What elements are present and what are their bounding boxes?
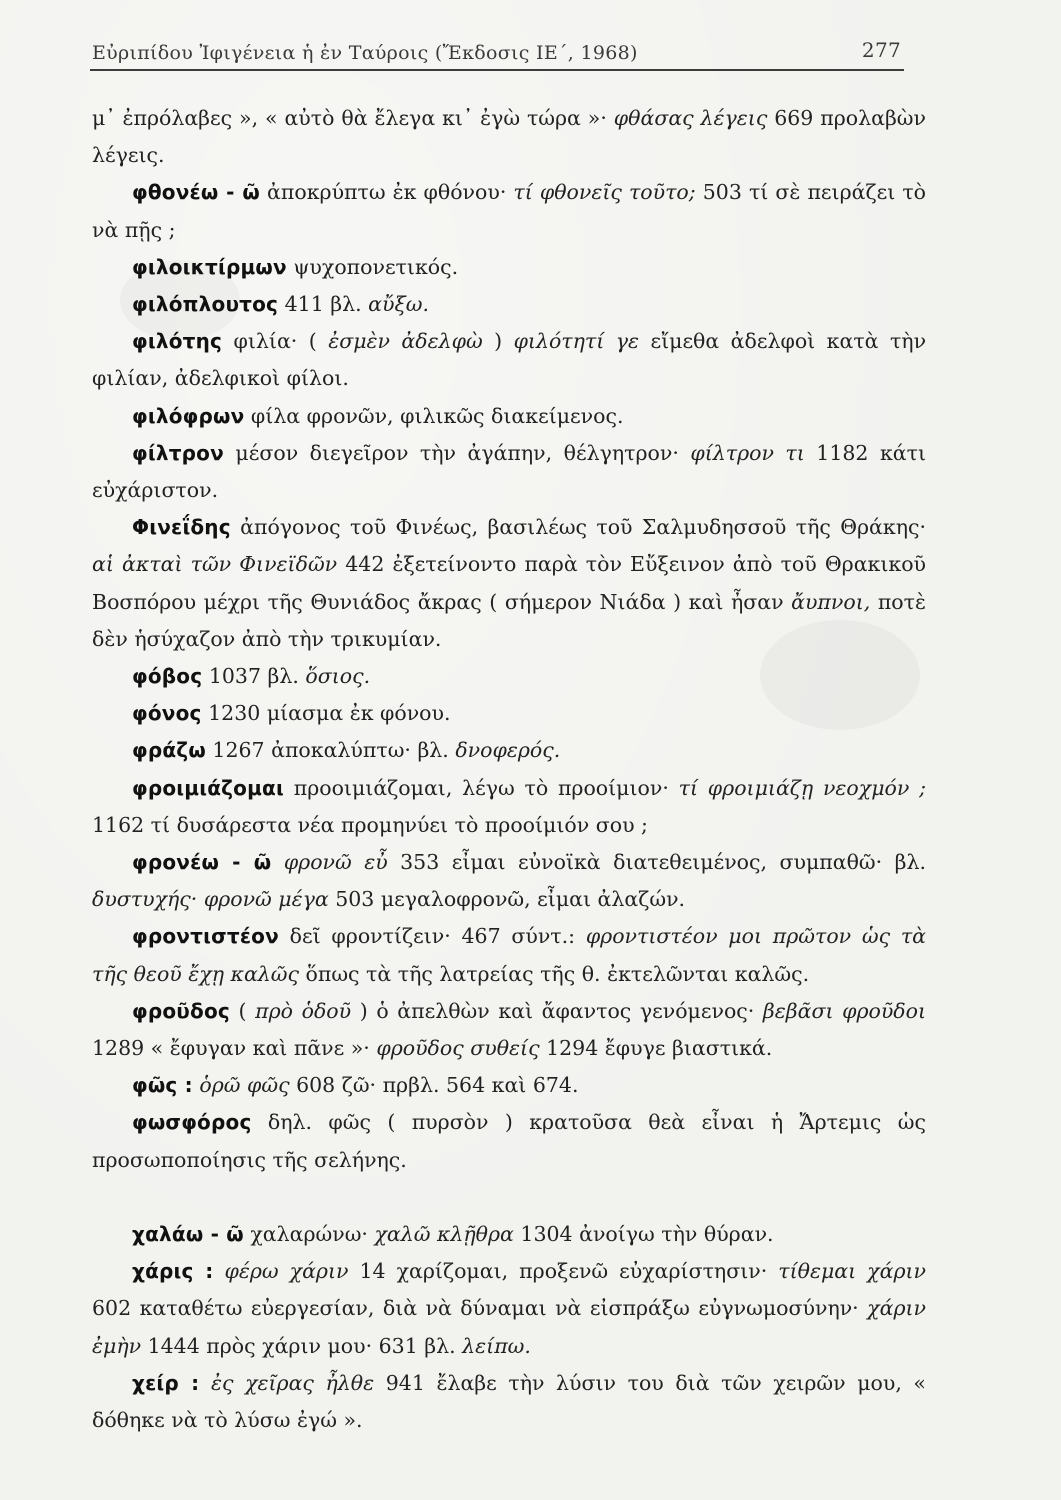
entry-headword: φιλόπλουτος bbox=[132, 292, 279, 317]
entry-text: ) ὁ ἀπελθὼν καὶ ἄφαντος γενόμενος· bbox=[351, 998, 763, 1023]
entry-text: 503 μεγαλοφρονῶ, εἶμαι ἀλαζών. bbox=[328, 887, 686, 912]
entry-text: 669 προλαβὼν λέγεις. bbox=[92, 106, 926, 168]
quoted-phrase: φρονῶ εὖ bbox=[283, 850, 388, 875]
entry-text: φίλα φρονῶν, φιλικῶς διακείμενος. bbox=[244, 403, 624, 428]
entry-headword: φιλοικτίρμων bbox=[132, 254, 287, 279]
glossary-text bbox=[92, 100, 926, 1439]
entry-text: ποτὲ δὲν ἡσύχαζον ἀπὸ τὴν τρικυμίαν. bbox=[92, 589, 926, 651]
quoted-phrase: ὅσιος. bbox=[305, 664, 371, 689]
quoted-phrase: δνοφερός. bbox=[455, 738, 561, 763]
entry-headword: φροῦδος bbox=[132, 998, 230, 1023]
quoted-phrase: φιλότητί γε bbox=[513, 329, 640, 354]
entry-headword: φροιμιάζομαι bbox=[132, 775, 284, 800]
quoted-phrase: ἐσμὲν ἀδελφὼ bbox=[328, 329, 483, 354]
glossary-entry bbox=[92, 918, 926, 992]
quoted-phrase: πρὸ ὁδοῦ bbox=[255, 998, 352, 1023]
glossary-entry bbox=[92, 770, 926, 844]
entry-text: προοιμιάζομαι, λέγω τὸ προοίμιον· bbox=[283, 775, 679, 800]
quoted-phrase: φίλτρον τι bbox=[690, 440, 805, 465]
page-number: 277 bbox=[861, 38, 901, 62]
glossary-entry bbox=[92, 1365, 926, 1439]
quoted-phrase: βεβᾶσι φροῦδοι bbox=[762, 998, 927, 1023]
continuation-text bbox=[92, 100, 926, 174]
entry-headword: φρονέω - ῶ bbox=[132, 850, 272, 875]
quoted-phrase: ὁρῶ φῶς bbox=[199, 1073, 290, 1098]
entry-headword: φθονέω - ῶ bbox=[132, 180, 260, 205]
quoted-phrase: αὔξω. bbox=[368, 292, 430, 317]
entry-headword: φιλότης bbox=[132, 329, 223, 354]
book-title: Εὐριπίδου Ἰφιγένεια ἡ ἐν Ταύροις (Ἔκδοσις ΙΕ΄, 1968) bbox=[92, 42, 638, 64]
quoted-phrase: ἄυπνοι, bbox=[791, 589, 871, 614]
entry-text: μ᾽ ἐπρόλαβες », « αὐτὸ θὰ ἔλεγα κι᾽ ἐγὼ τώρα »· bbox=[92, 106, 614, 130]
entry-text: 411 βλ. bbox=[278, 292, 369, 317]
glossary-entry bbox=[92, 732, 926, 769]
entry-text: 1444 πρὸς χάριν μου· 631 βλ. bbox=[141, 1333, 463, 1358]
glossary-entry bbox=[92, 323, 926, 397]
glossary-entry bbox=[92, 993, 926, 1067]
entry-text: 602 καταθέτω εὐεργεσίαν, διὰ νὰ δύναμαι νὰ εἰσπράξω εὐγνωμοσύνην· bbox=[92, 1296, 868, 1321]
header-rule bbox=[90, 69, 904, 71]
quoted-phrase: φροντιστέον μοι πρῶτον ὡς τὰ τῆς θεοῦ ἔχῃ καλῶς bbox=[92, 924, 927, 986]
entry-text: ( bbox=[229, 998, 256, 1023]
entry-headword: φράζω bbox=[132, 738, 206, 763]
entry-text: 608 ζῶ· πρβλ. 564 καὶ 674. bbox=[289, 1073, 579, 1098]
entry-text: 1230 μίασμα ἐκ φόνου. bbox=[201, 701, 451, 726]
entry-text: 1294 ἔφυγε βιαστικά. bbox=[539, 1036, 773, 1061]
entry-text: ὅπως τὰ τῆς λατρείας τῆς θ. ἐκτελῶνται καλῶς. bbox=[298, 961, 810, 986]
entry-text: 1267 ἀποκαλύπτω· βλ. bbox=[205, 738, 456, 763]
glossary-entry bbox=[92, 1216, 926, 1253]
entry-text: 1162 τί δυσάρεστα νέα προμηνύει τὸ προοίμιόν σου ; bbox=[92, 812, 648, 837]
entry-text: ἀπόγονος τοῦ Φινέως, βασιλέως τοῦ Σαλμυδησσοῦ τῆς Θράκης· bbox=[230, 515, 926, 540]
glossary-entry bbox=[92, 695, 926, 732]
entry-text: μέσον διεγεῖρον τὴν ἀγάπην, θέλγητρον· bbox=[223, 440, 691, 465]
entry-text: 353 εἶμαι εὐνοϊκὰ διατεθειμένος, συμπαθῶ· βλ. bbox=[387, 850, 926, 875]
glossary-entry bbox=[92, 844, 926, 918]
entry-headword: φόνος bbox=[132, 701, 202, 726]
quoted-phrase: τίθεμαι χάριν bbox=[778, 1259, 926, 1284]
entry-text: δεῖ φροντίζειν· 467 σύντ.: bbox=[278, 924, 586, 949]
entry-text bbox=[271, 850, 283, 874]
entry-headword: Φινεΐδης bbox=[132, 515, 231, 540]
entry-headword: φροντιστέον bbox=[132, 924, 279, 949]
entry-text: χαλαρώνω· bbox=[243, 1221, 375, 1246]
glossary-entry bbox=[92, 398, 926, 435]
entry-text: ἀποκρύπτω ἐκ φθόνου· bbox=[259, 180, 514, 205]
entry-headword: φιλόφρων bbox=[132, 403, 245, 428]
glossary-entry bbox=[92, 658, 926, 695]
entry-text: εἴμεθα ἀδελφοὶ κατὰ τὴν φιλίαν, ἀδελφικοὶ φίλοι. bbox=[92, 329, 927, 391]
quoted-phrase: φροῦδος συθείς bbox=[376, 1036, 540, 1061]
entry-headword: φίλτρον bbox=[132, 440, 224, 465]
entry-text: 941 ἔλαβε τὴν λύσιν του διὰ τῶν χειρῶν μου, « δόθηκε νὰ τὸ λύσω ἐγώ ». bbox=[92, 1370, 926, 1432]
entry-text: 14 χαρίζομαι, προξενῶ εὐχαρίστησιν· bbox=[348, 1259, 779, 1284]
quoted-phrase: ἐς χεῖρας ἦλθε bbox=[211, 1370, 375, 1395]
quoted-phrase: φθάσας λέγεις bbox=[613, 106, 768, 130]
glossary-entry bbox=[92, 509, 926, 658]
entry-text: φιλία· ( bbox=[222, 329, 329, 354]
quoted-phrase: φέρω χάριν bbox=[224, 1259, 349, 1284]
entry-text bbox=[213, 1259, 224, 1283]
entry-text bbox=[199, 1371, 211, 1395]
quoted-phrase: αἱ ἀκταὶ τῶν Φινεϊδῶν bbox=[92, 552, 338, 577]
quoted-phrase: χαλῶ κλῇθρα bbox=[374, 1221, 514, 1246]
entry-headword: φόβος bbox=[132, 664, 203, 689]
entry-text: 1182 κάτι εὐχάριστον. bbox=[92, 440, 926, 503]
entry-headword: φῶς : bbox=[132, 1073, 193, 1098]
entry-text: 1304 ἀνοίγω τὴν θύραν. bbox=[513, 1221, 774, 1246]
glossary-entry bbox=[92, 174, 926, 248]
entry-text: 1037 βλ. bbox=[202, 664, 306, 689]
quoted-phrase: τί φροιμιάζῃ νεοχμόν ; bbox=[678, 775, 927, 800]
glossary-entry bbox=[92, 1253, 926, 1365]
running-head bbox=[92, 36, 907, 70]
quoted-phrase: λείπω. bbox=[462, 1333, 531, 1358]
section-gap bbox=[92, 1179, 926, 1216]
glossary-entry bbox=[92, 435, 926, 509]
glossary-entry bbox=[92, 1104, 926, 1178]
glossary-entry bbox=[92, 286, 926, 323]
entry-text: 442 ἐξετείνοντο παρὰ τὸν Εὔξεινον ἀπὸ τοῦ Θρακικοῦ Βοσπόρου μέχρι τῆς Θυνιάδος ἄκρας ( σήμερον Νιάδα ) καὶ ἦσαν bbox=[92, 552, 927, 614]
entry-text: 503 τί σὲ πειράζει τὸ νὰ πῇς ; bbox=[92, 180, 927, 242]
glossary-entry bbox=[92, 249, 926, 286]
quoted-phrase: τί φθονεῖς τοῦτο; bbox=[513, 180, 696, 205]
entry-headword: φωσφόρος bbox=[132, 1110, 252, 1135]
entry-text: 1289 « ἔφυγαν καὶ πᾶνε »· bbox=[92, 1036, 377, 1061]
glossary-entry bbox=[92, 1067, 926, 1104]
quoted-phrase: χάριν ἐμὴν bbox=[92, 1296, 926, 1358]
entry-text: δηλ. φῶς ( πυρσὸν ) κρατοῦσα θεὰ εἶναι ἡ Ἄρτεμις ὡς προσωποποίησις τῆς σελήνης. bbox=[92, 1110, 926, 1172]
entry-headword: χάρις : bbox=[132, 1259, 214, 1284]
entry-headword: χαλάω - ῶ bbox=[132, 1221, 244, 1246]
entry-headword: χείρ : bbox=[132, 1370, 200, 1395]
quoted-phrase: δυστυχής· φρονῶ μέγα bbox=[92, 887, 329, 912]
entry-text: ψυχοπονετικός. bbox=[286, 254, 459, 279]
entry-text: ) bbox=[482, 329, 514, 354]
